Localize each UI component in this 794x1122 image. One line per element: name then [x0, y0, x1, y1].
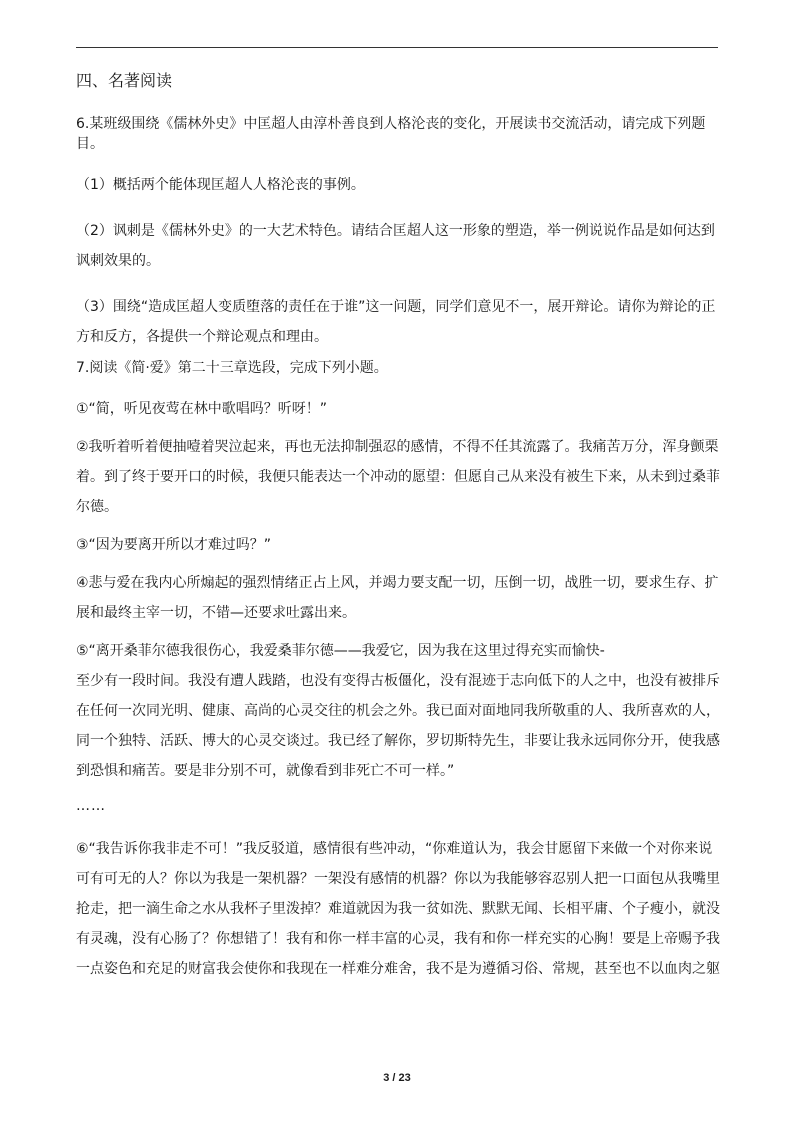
header-rule [76, 47, 718, 48]
question-6-prompt: 6.某班级围绕《儒林外史》中匡超人由淳朴善良到人格沦丧的变化，开展读书交流活动，请完成下列题目。 [76, 116, 706, 152]
passage-paragraph-1: ①“简，听见夜莺在林中歌唱吗？听呀！” [76, 401, 328, 417]
passage-paragraph-5: ⑤“离开桑菲尔德我很伤心，我爱桑菲尔德——我爱它，因为我在这里过得充实而愉快- [76, 643, 605, 659]
passage-paragraph-2: ②我听着听着便抽噎着哭泣起来，再也无法抑制强忍的感情，不得不任其流露了。我痛苦万分，浑身颤栗着。到了终于要开口的时候，我便只能表达一个冲动的愿望：但愿自己从来没有被生下来，从未到过桑菲尔德。 [76, 439, 720, 515]
passage-paragraph-6: ⑥“我告诉你我非走不可！”我反驳道，感情很有些冲动，“你难道认为，我会甘愿留下来做一个对你来说可有可无的人？你以为我是一架机器？一架没有感情的机器？你以为我能够容忍别人把一口面包从我嘴里抢走，把一滴生命之水从我杯子里泼掉？难道就因为我一贫如洗、默默无闻、长相平庸、个子瘦小，就没有灵魂，没有心肠了？你想错了！我有和你一样丰富的心灵，我有和你一样充实的心胸！要是上帝赐予我一点姿色和充足的财富我会使你和我现在一样难分难舍，我不是为遵循习俗、常规，甚至也不以血肉之躯 [76, 841, 720, 977]
passage-paragraph-4: ④悲与爱在我内心所煽起的强烈情绪正占上风，并竭力要支配一切，压倒一切，战胜一切，要求生存、扩展和最终主宰一切，不错—还要求吐露出来。 [76, 575, 719, 621]
page-number: 3 / 23 [383, 1072, 411, 1084]
passage-ellipsis: …… [76, 798, 106, 814]
document-body [76, 70, 720, 992]
question-6-part-1: （1）概括两个能体现匡超人人格沦丧的事例。 [76, 177, 365, 193]
section-title: 四、名著阅读 [76, 71, 173, 90]
passage-paragraph-5-continued: 至少有一段时间。我没有遭人践踏，也没有变得古板僵化，没有混迹于志向低下的人之中，也没有被排斥在任何一次同光明、健康、高尚的心灵交往的机会之外。我已面对面地同我所敬重的人、我所喜欢的人，同一个独特、活跃、博大的心灵交谈过。我已经了解你，罗切斯特先生，非要让我永远同你分开，使我感到恐惧和痛苦。要是非分别不可，就像看到非死亡不可一样。” [76, 673, 720, 779]
question-7-prompt: 7.阅读《简·爱》第二十三章选段，完成下列小题。 [76, 360, 388, 376]
question-6-part-2: （2）讽刺是《儒林外史》的一大艺术特色。请结合匡超人这一形象的塑造，举一例说说作品是如何达到讽刺效果的。 [76, 223, 715, 269]
passage-paragraph-3: ③“因为要离开所以才难过吗？” [76, 537, 272, 553]
question-6-part-3: （3）围绕“造成匡超人变质堕落的责任在于谁”这一问题，同学们意见不一，展开辩论。请你为辩论的正方和反方，各提供一个辩论观点和理由。 [76, 299, 716, 345]
